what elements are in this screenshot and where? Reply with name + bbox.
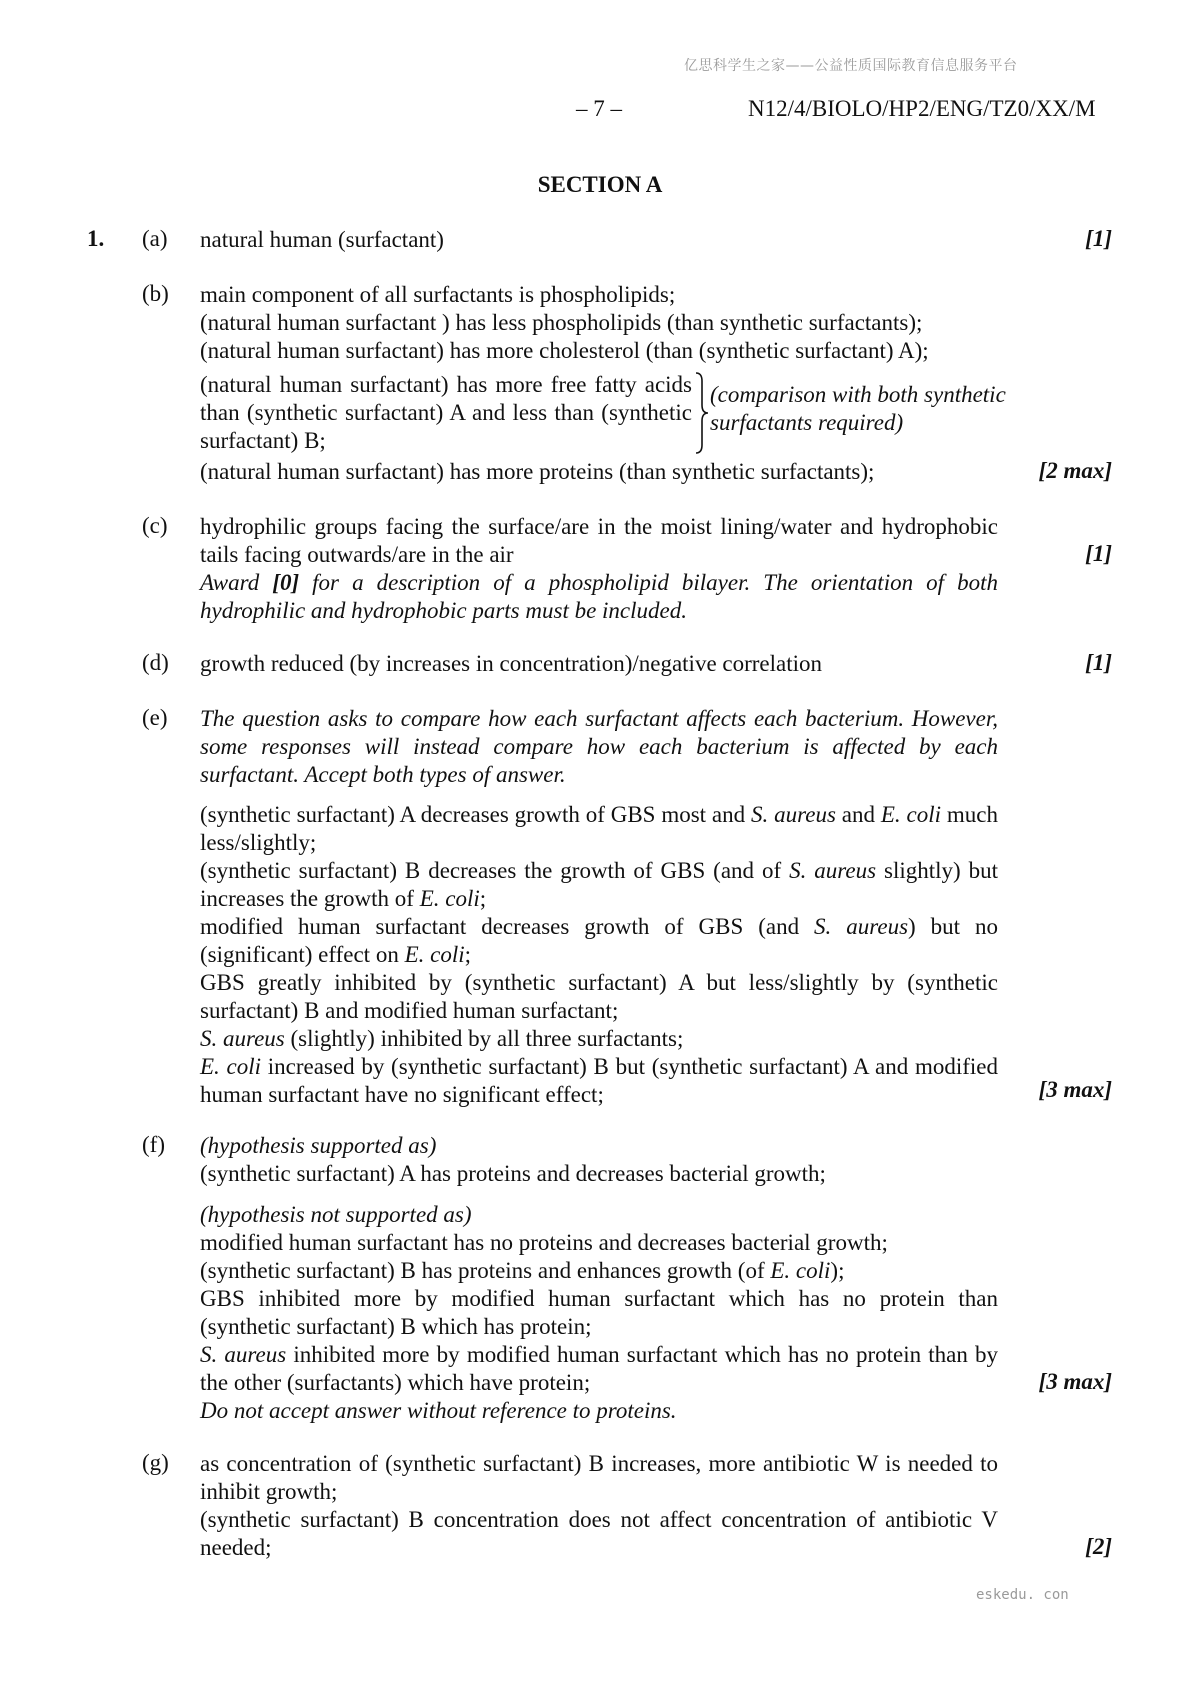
part-e-label: (e) — [142, 705, 168, 730]
part-f-line: (synthetic surfactant) A has proteins and decreases bacterial growth; — [200, 1161, 826, 1186]
document-code: N12/4/BIOLO/HP2/ENG/TZ0/XX/M — [748, 96, 1096, 121]
section-title: SECTION A — [537, 172, 663, 197]
part-f-not-supported — [200, 1201, 998, 1425]
part-f-line: (synthetic surfactant) B has proteins and enhances growth (of E. coli); — [200, 1258, 845, 1283]
part-a-text: natural human (surfactant) — [200, 227, 444, 252]
part-d-label: (d) — [142, 650, 169, 675]
part-b-line: (natural human surfactant) has more cholesterol (than (synthetic surfactant) A); — [200, 338, 929, 363]
part-g-mark: [2] — [1085, 1534, 1112, 1559]
part-f-mark: [3 max] — [1038, 1369, 1112, 1394]
part-g-label: (g) — [142, 1450, 169, 1475]
part-b-mark: [2 max] — [1038, 458, 1112, 483]
part-f-note: Do not accept answer without reference to proteins. — [200, 1398, 677, 1423]
part-g-line: as concentration of (synthetic surfactant) B increases, more antibiotic W is needed to inhibit growth; — [200, 1451, 998, 1504]
part-b-line: (natural human surfactant) has more proteins (than synthetic surfactants); — [200, 459, 875, 484]
page-number: – 7 – — [576, 96, 622, 121]
part-a-label: (a) — [142, 226, 168, 251]
part-a-mark: [1] — [1085, 226, 1112, 251]
part-b-note: (comparison with both synthetic surfactants required) — [710, 382, 1006, 435]
part-e-text — [200, 801, 998, 1109]
part-f-line: S. aureus inhibited more by modified human surfactant which has no protein than by the other (surfactants) which have protein; — [200, 1342, 998, 1395]
part-g-line: (synthetic surfactant) B concentration does not affect concentration of antibiotic V needed; — [200, 1507, 998, 1560]
part-f-supported — [200, 1132, 998, 1188]
part-b-line: (natural human surfactant) has more free fatty acids than (synthetic surfactant) A and less than (synthetic surfactant) B; — [200, 372, 692, 453]
part-e-line: GBS greatly inhibited by (synthetic surfactant) A but less/slightly by (synthetic surfactant) B and modified human surfactant; — [200, 970, 998, 1023]
part-g-text — [200, 1450, 998, 1562]
part-e-line: S. aureus (slightly) inhibited by all three surfactants; — [200, 1026, 684, 1051]
part-e-line: E. coli increased by (synthetic surfactant) B but (synthetic surfactant) A and modified human surfactant have no significant effect; — [200, 1054, 998, 1107]
part-b-text-last — [200, 458, 1020, 486]
part-f-label: (f) — [142, 1132, 165, 1157]
part-c-mark: [1] — [1085, 541, 1112, 566]
part-d-text: growth reduced (by increases in concentration)/negative correlation — [200, 651, 823, 676]
part-e-mark: [3 max] — [1038, 1077, 1112, 1102]
part-b-text — [200, 281, 1020, 365]
part-b-label: (b) — [142, 281, 169, 306]
part-b-line: (natural human surfactant ) has less phospholipids (than synthetic surfactants); — [200, 310, 923, 335]
question-number: 1. — [87, 226, 105, 251]
part-d-mark: [1] — [1085, 650, 1112, 675]
watermark-bottom: eskedu. con — [976, 1587, 1069, 1603]
part-f-line: GBS inhibited more by modified human surfactant which has no protein than (synthetic surfactant) B which has protein; — [200, 1286, 998, 1339]
part-e-note: The question asks to compare how each surfactant affects each bacterium. However, some responses will instead compare how each bacterium is affected by each surfactant. Accept both types of answer. — [200, 706, 998, 787]
part-c-text: hydrophilic groups facing the surface/are in the moist lining/water and hydrophobic tails facing outwards/are in the air Award [0] for a description of a phospholipid bilayer. The orientation of both hydrophilic and hydrophobic parts must be included. — [200, 514, 998, 623]
part-f-heading: (hypothesis supported as) — [200, 1133, 437, 1158]
part-f-heading: (hypothesis not supported as) — [200, 1202, 472, 1227]
part-e-line: modified human surfactant decreases growth of GBS (and S. aureus) but no (significant) effect on E. coli; — [200, 914, 998, 967]
part-b-line: main component of all surfactants is phospholipids; — [200, 282, 676, 307]
part-c-note: Award [0] for a description of a phospholipid bilayer. The orientation of both hydrophilic and hydrophobic parts must be included. — [200, 570, 998, 623]
part-e-line: (synthetic surfactant) A decreases growth of GBS most and S. aureus and E. coli much less/slightly; — [200, 802, 998, 855]
part-f-line: modified human surfactant has no proteins and decreases bacterial growth; — [200, 1230, 888, 1255]
curly-brace-icon — [694, 371, 710, 455]
part-c-label: (c) — [142, 513, 168, 538]
part-e-line: (synthetic surfactant) B decreases the growth of GBS (and of S. aureus slightly) but increases the growth of E. coli; — [200, 858, 998, 911]
watermark-top: 亿思科学生之家——公益性质国际教育信息服务平台 — [684, 58, 1018, 74]
